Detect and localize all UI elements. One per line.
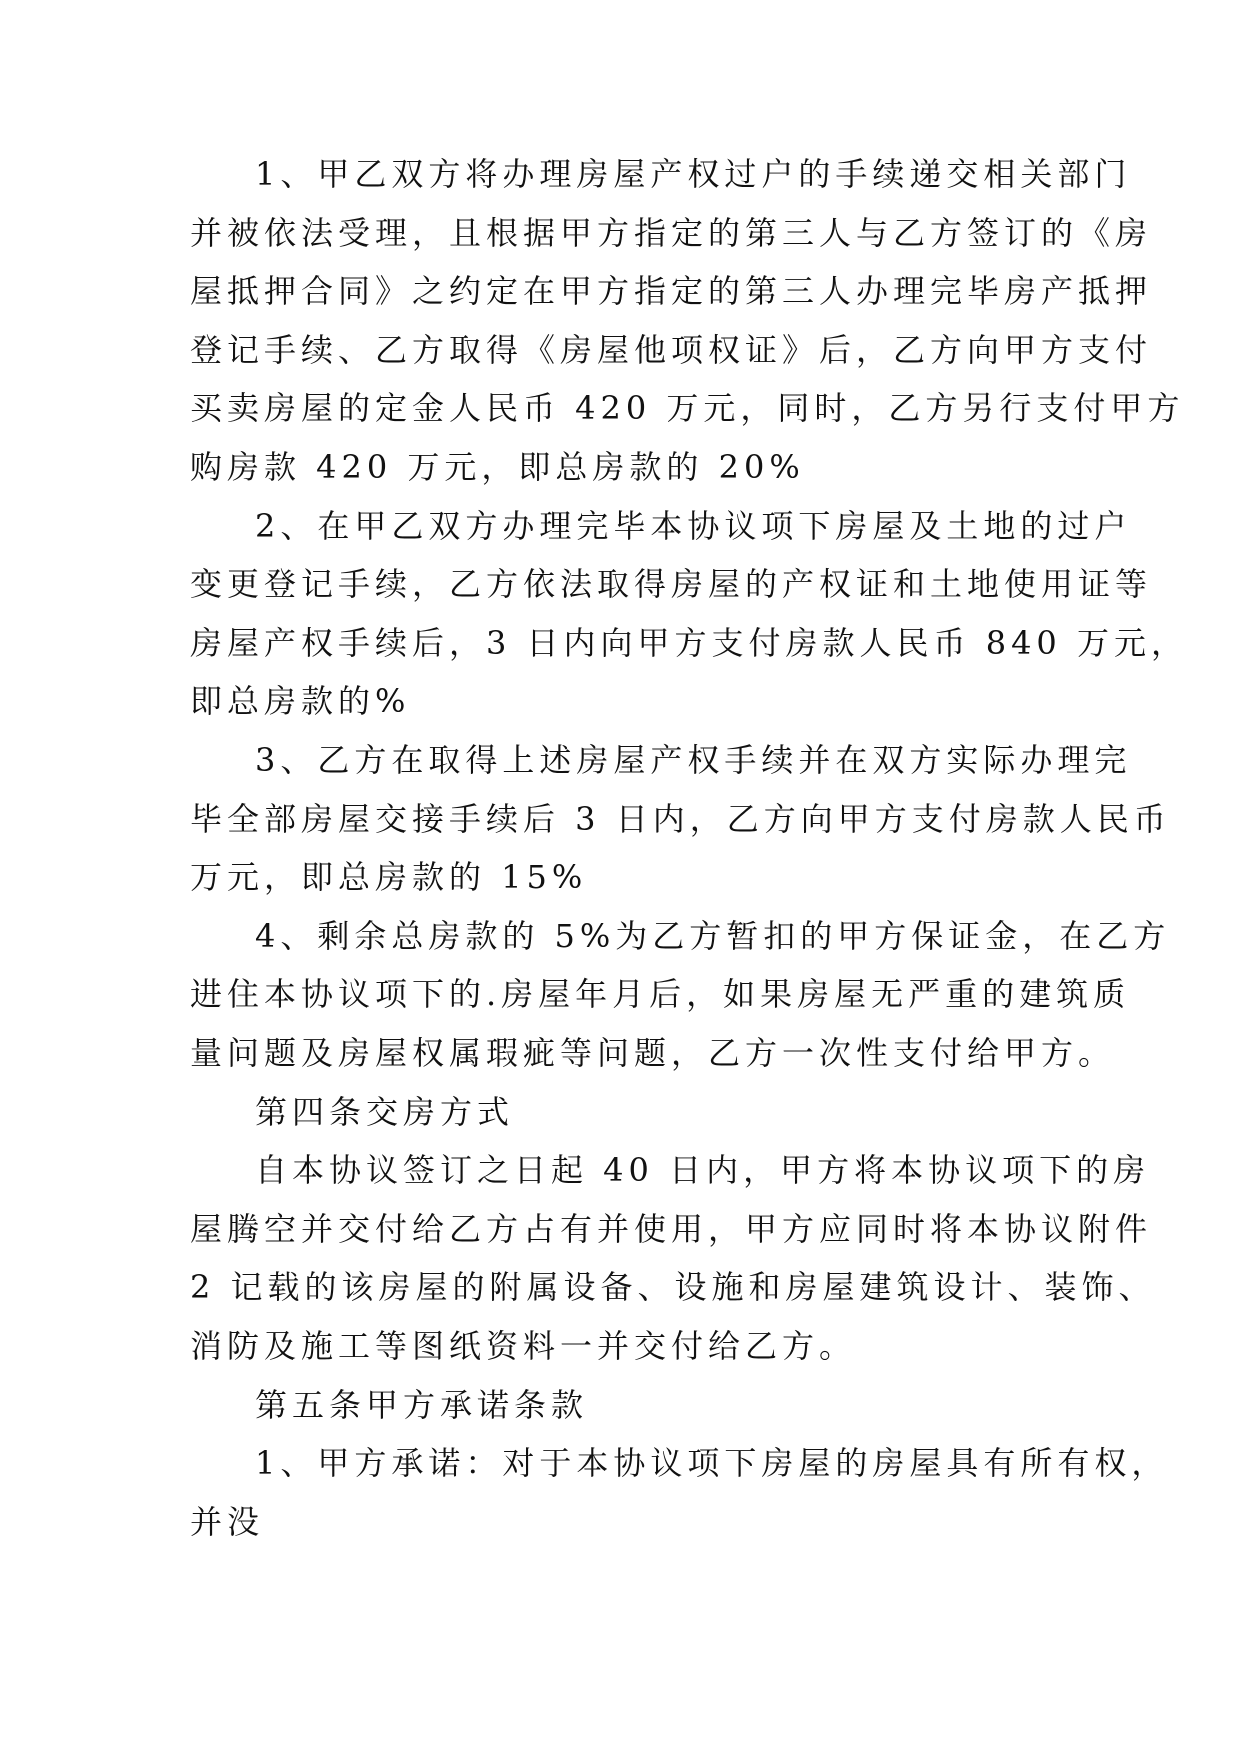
text-line: 进住本协议项下的.房屋年月后，如果房屋无严重的建筑质 <box>190 975 1131 1013</box>
text-line: 4、剩余总房款的 5%为乙方暂扣的甲方保证金，在乙方 <box>255 917 1171 955</box>
section-heading: 第五条甲方承诺条款 <box>255 1386 589 1424</box>
text-line: 屋腾空并交付给乙方占有并使用，甲方应同时将本协议附件 <box>190 1210 1153 1248</box>
text-line: 2、在甲乙双方办理完毕本协议项下房屋及土地的过户 <box>255 507 1132 545</box>
text-line: 万元，即总房款的 15% <box>190 858 588 896</box>
text-line: 1、甲乙双方将办理房屋产权过户的手续递交相关部门 <box>255 155 1132 193</box>
text-line: 登记手续、乙方取得《房屋他项权证》后，乙方向甲方支付 <box>190 331 1153 369</box>
text-line: 购房款 420 万元，即总房款的 20% <box>190 448 805 486</box>
text-line: 自本协议签订之日起 40 日内，甲方将本协议项下的房 <box>255 1151 1151 1189</box>
text-line: 3、乙方在取得上述房屋产权手续并在双方实际办理完 <box>255 741 1132 779</box>
text-line: 房屋产权手续后，3 日内向甲方支付房款人民币 840 万元， <box>190 624 1188 662</box>
text-line: 屋抵押合同》之约定在甲方指定的第三人办理完毕房产抵押 <box>190 272 1153 310</box>
text-line: 并没 <box>190 1503 265 1541</box>
text-line: 即总房款的% <box>190 682 411 720</box>
text-line: 毕全部房屋交接手续后 3 日内，乙方向甲方支付房款人民币 <box>190 800 1171 838</box>
text-line: 买卖房屋的定金人民币 420 万元，同时，乙方另行支付甲方 <box>190 389 1185 427</box>
text-line: 2 记载的该房屋的附属设备、设施和房屋建筑设计、装饰、 <box>190 1268 1156 1306</box>
text-line: 变更登记手续，乙方依法取得房屋的产权证和土地使用证等 <box>190 565 1153 603</box>
text-line: 1、甲方承诺：对于本协议项下房屋的房屋具有所有权， <box>255 1444 1169 1482</box>
text-line: 并被依法受理，且根据甲方指定的第三人与乙方签订的《房 <box>190 214 1153 252</box>
text-line: 消防及施工等图纸资料一并交付给乙方。 <box>190 1327 857 1365</box>
text-line: 量问题及房屋权属瑕疵等问题，乙方一次性支付给甲方。 <box>190 1034 1116 1072</box>
section-heading: 第四条交房方式 <box>255 1093 515 1131</box>
